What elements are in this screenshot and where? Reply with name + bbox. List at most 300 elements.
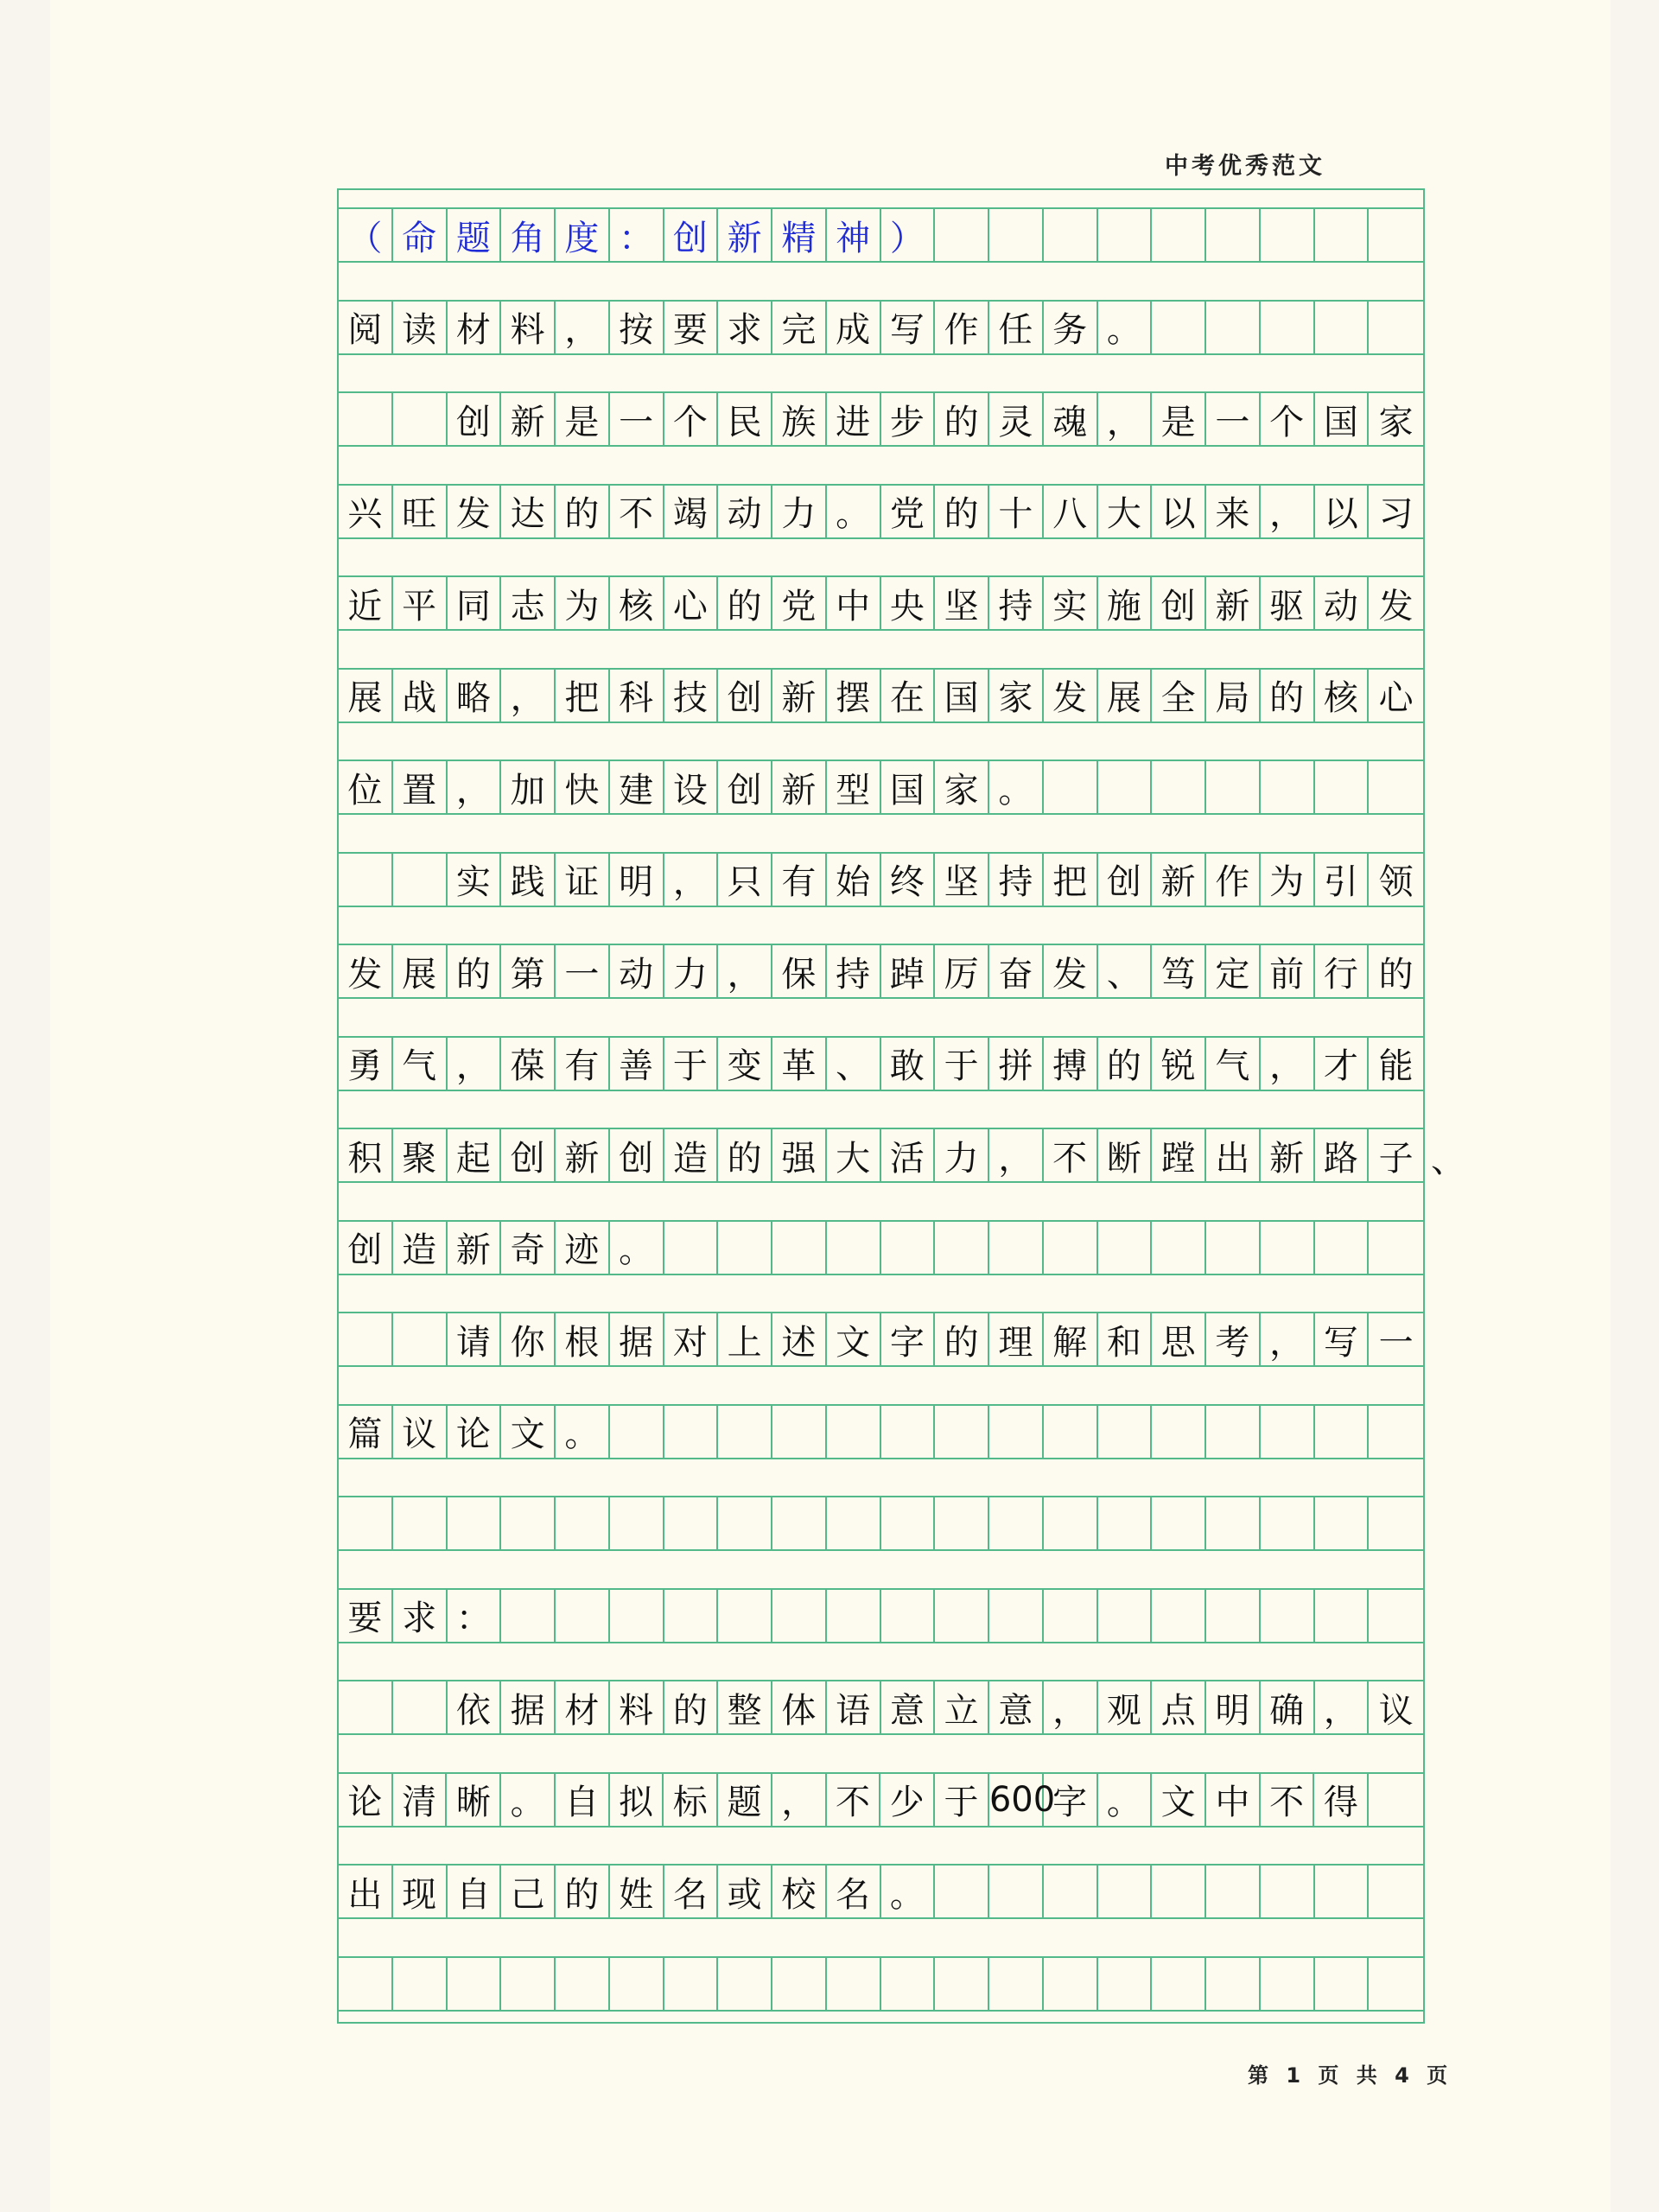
grid-cell <box>935 209 989 261</box>
grid-cell: 发 <box>1378 586 1414 626</box>
grid-cell: 设 <box>664 761 719 813</box>
grid-cell: 文 <box>1152 1774 1206 1826</box>
grid-cell: 力 <box>664 945 719 997</box>
grid-cell: 勇 <box>339 1038 393 1090</box>
grid-cell: 要 <box>664 302 719 353</box>
writing-grid <box>337 188 1425 2024</box>
grid-cell: 的 <box>718 577 772 629</box>
grid-cell <box>827 1406 881 1458</box>
grid-cell <box>1206 209 1261 261</box>
grid-cell <box>1369 1774 1423 1826</box>
overflow-punctuation: 、 <box>1431 1141 1465 1180</box>
grid-cell: 。 <box>610 1222 664 1274</box>
grid-cell: 。 <box>827 486 881 537</box>
grid-cell: 展 <box>393 945 448 997</box>
grid-row <box>339 1036 1423 1091</box>
grid-cell: 名 <box>827 1866 881 1917</box>
grid-row <box>339 484 1423 539</box>
grid-cell: 少 <box>880 1774 935 1826</box>
grid-cell: 清 <box>393 1774 448 1826</box>
grid-cell <box>339 393 393 445</box>
grid-cell: 料 <box>610 1681 664 1733</box>
grid-cell <box>1261 302 1315 353</box>
grid-cell: 作 <box>1206 854 1261 906</box>
grid-cell: 习 <box>1378 494 1414 534</box>
grid-cell: 的 <box>556 1866 610 1917</box>
grid-cell: 兴 <box>339 486 393 537</box>
grid-cell: 的 <box>1261 670 1315 721</box>
grid-cell: 革 <box>772 1038 827 1090</box>
grid-cell: 创 <box>664 209 719 261</box>
grid-cell: 国 <box>935 670 989 721</box>
grid-cell <box>1098 1590 1153 1642</box>
grid-cell <box>827 1590 881 1642</box>
grid-cell: 新 <box>718 209 772 261</box>
grid-cell <box>718 1222 772 1274</box>
grid-cell: 能 <box>1378 1046 1414 1086</box>
grid-cell <box>1044 1866 1098 1917</box>
grid-cell: 心 <box>664 577 719 629</box>
grid-cell: 写 <box>881 302 936 353</box>
grid-cell: 大 <box>827 1129 881 1181</box>
grid-cell <box>1098 1958 1153 2010</box>
grid-cell <box>1315 209 1370 261</box>
grid-cell <box>1261 761 1315 813</box>
grid-cell <box>1152 1866 1206 1917</box>
grid-cell <box>339 1497 393 1549</box>
grid-cell: 八 <box>1044 486 1098 537</box>
grid-cell <box>1098 1222 1153 1274</box>
grid-cell <box>881 1497 936 1549</box>
grid-cell: 奇 <box>501 1222 556 1274</box>
grid-cell: 造 <box>393 1222 448 1274</box>
grid-cell <box>1261 209 1315 261</box>
grid-cell <box>935 1590 989 1642</box>
grid-cell: 新 <box>501 393 556 445</box>
grid-cell: 动 <box>718 486 772 537</box>
grid-cell: 平 <box>393 577 448 629</box>
grid-cell: 家 <box>1378 402 1414 442</box>
grid-cell <box>339 854 393 906</box>
grid-cell <box>718 1958 772 2010</box>
grid-cell: 字 <box>881 1313 936 1365</box>
grid-cell: 于 <box>935 1038 989 1090</box>
grid-cell: 自 <box>556 1774 610 1826</box>
grid-cell: 点 <box>1152 1681 1206 1733</box>
grid-cell: 敢 <box>881 1038 936 1090</box>
grid-cell: 略 <box>448 670 502 721</box>
grid-cell <box>1315 1866 1370 1917</box>
grid-cell: 魂 <box>1044 393 1098 445</box>
grid-cell: 己 <box>501 1866 556 1917</box>
grid-cell: 实 <box>448 854 502 906</box>
grid-cell <box>501 1958 556 2010</box>
grid-cell: 出 <box>1206 1129 1261 1181</box>
grid-cell: 。 <box>556 1406 610 1458</box>
grid-cell: 不 <box>827 1774 881 1826</box>
paper-page <box>50 0 1611 2212</box>
grid-cell <box>1044 1958 1098 2010</box>
grid-cell: 新 <box>448 1222 502 1274</box>
grid-cell <box>1044 1222 1098 1274</box>
grid-cell: 是 <box>1152 393 1206 445</box>
grid-cell: 核 <box>610 577 664 629</box>
grid-cell: 明 <box>610 854 664 906</box>
grid-cell: 明 <box>1206 1681 1261 1733</box>
grid-cell <box>556 1497 610 1549</box>
grid-cell: 族 <box>772 393 827 445</box>
grid-cell: 新 <box>1152 854 1206 906</box>
grid-cell <box>1315 302 1370 353</box>
grid-cell <box>1206 1222 1261 1274</box>
grid-cell <box>772 1590 827 1642</box>
grid-cell <box>1315 761 1370 813</box>
grid-cell <box>1261 1406 1315 1458</box>
grid-cell: 型 <box>827 761 881 813</box>
grid-cell <box>989 1222 1044 1274</box>
grid-cell: 校 <box>772 1866 827 1917</box>
grid-cell <box>448 1958 502 2010</box>
grid-cell <box>1206 1406 1261 1458</box>
grid-cell: 一 <box>1378 1322 1414 1363</box>
grid-cell: 把 <box>1044 854 1098 906</box>
grid-cell: 以 <box>1152 486 1206 537</box>
grid-cell: 创 <box>339 1222 393 1274</box>
grid-cell: 党 <box>772 577 827 629</box>
grid-cell: 厉 <box>935 945 989 997</box>
grid-cell: ， <box>556 302 610 353</box>
grid-cell: 的 <box>935 486 989 537</box>
grid-cell: 路 <box>1315 1129 1370 1181</box>
grid-cell: 核 <box>1315 670 1370 721</box>
grid-cell: 据 <box>610 1313 664 1365</box>
grid-cell: 体 <box>772 1681 827 1733</box>
grid-cell: 建 <box>610 761 664 813</box>
grid-cell <box>664 1222 719 1274</box>
grid-cell: 创 <box>1098 854 1153 906</box>
grid-cell: 新 <box>1261 1129 1315 1181</box>
grid-cell: 践 <box>501 854 556 906</box>
grid-cell: 为 <box>556 577 610 629</box>
grid-cell <box>881 1222 936 1274</box>
grid-cell: 活 <box>881 1129 936 1181</box>
grid-cell: 的 <box>556 486 610 537</box>
grid-cell: ， <box>1261 1313 1315 1365</box>
grid-cell <box>1369 1866 1423 1917</box>
grid-cell: 始 <box>827 854 881 906</box>
grid-cell: 名 <box>664 1866 719 1917</box>
grid-cell <box>1206 302 1261 353</box>
grid-cell: 神 <box>827 209 881 261</box>
grid-cell: 论 <box>339 1774 393 1826</box>
grid-cell <box>1152 1406 1206 1458</box>
grid-cell: 摆 <box>827 670 881 721</box>
grid-cell: 对 <box>664 1313 719 1365</box>
grid-cell: 语 <box>827 1681 881 1733</box>
grid-cell <box>501 1497 556 1549</box>
grid-cell <box>610 1406 664 1458</box>
grid-cell: 家 <box>989 670 1044 721</box>
grid-cell: 确 <box>1261 1681 1315 1733</box>
grid-cell: 理 <box>989 1313 1044 1365</box>
grid-cell <box>881 1590 936 1642</box>
grid-cell: 科 <box>610 670 664 721</box>
grid-cell <box>501 1590 556 1642</box>
grid-cell: 央 <box>881 577 936 629</box>
grid-cell <box>393 1313 448 1365</box>
grid-cell: 阅 <box>339 302 393 353</box>
grid-cell: 近 <box>339 577 393 629</box>
grid-cell: 发 <box>1044 670 1098 721</box>
grid-cell: 立 <box>935 1681 989 1733</box>
grid-cell: 。 <box>881 1866 936 1917</box>
grid-cell: 一 <box>610 393 664 445</box>
grid-cell <box>1044 1406 1098 1458</box>
grid-cell <box>610 1497 664 1549</box>
grid-row <box>339 760 1423 815</box>
grid-cell: 善 <box>610 1038 664 1090</box>
grid-cell: 驱 <box>1261 577 1315 629</box>
grid-cell: 拟 <box>610 1774 664 1826</box>
grid-cell: 搏 <box>1044 1038 1098 1090</box>
grid-cell <box>881 1406 936 1458</box>
grid-cell: 据 <box>501 1681 556 1733</box>
grid-cell: 国 <box>881 761 936 813</box>
grid-cell: 不 <box>1261 1774 1315 1826</box>
grid-cell <box>1369 1958 1423 2010</box>
grid-cell: 竭 <box>664 486 719 537</box>
grid-cell: ， <box>448 1038 502 1090</box>
grid-cell <box>664 1958 719 2010</box>
grid-cell: 施 <box>1098 577 1153 629</box>
grid-cell <box>1152 761 1206 813</box>
grid-cell: 于 <box>664 1038 719 1090</box>
grid-cell: 置 <box>393 761 448 813</box>
grid-cell: 同 <box>448 577 502 629</box>
grid-cell <box>1206 761 1261 813</box>
grid-cell: ， <box>718 945 772 997</box>
grid-cell <box>718 1497 772 1549</box>
grid-row <box>339 1588 1423 1643</box>
grid-row <box>339 575 1423 631</box>
grid-cell <box>1098 1497 1153 1549</box>
grid-cell: 述 <box>772 1313 827 1365</box>
grid-cell: 坚 <box>935 577 989 629</box>
grid-cell <box>1098 209 1153 261</box>
grid-cell: 度 <box>556 209 610 261</box>
grid-cell <box>1044 209 1098 261</box>
grid-cell: 把 <box>556 670 610 721</box>
grid-cell: 位 <box>339 761 393 813</box>
grid-cell <box>827 1222 881 1274</box>
grid-cell <box>989 209 1044 261</box>
grid-cell <box>556 1590 610 1642</box>
grid-cell: 有 <box>772 854 827 906</box>
grid-row <box>339 1404 1423 1459</box>
grid-cell: 议 <box>1378 1690 1414 1731</box>
grid-cell: 按 <box>610 302 664 353</box>
grid-cell: 中 <box>1206 1774 1261 1826</box>
grid-cell <box>1369 302 1423 353</box>
grid-cell: 只 <box>718 854 772 906</box>
grid-cell <box>935 1222 989 1274</box>
grid-cell: 子 <box>1378 1138 1414 1179</box>
grid-cell <box>1369 1590 1423 1642</box>
grid-cell <box>393 393 448 445</box>
grid-row <box>339 391 1423 447</box>
grid-cell <box>1152 1497 1206 1549</box>
grid-cell <box>881 1958 936 2010</box>
grid-cell: 的 <box>1378 954 1414 995</box>
grid-cell: 创 <box>610 1129 664 1181</box>
grid-cell: 气 <box>393 1038 448 1090</box>
grid-cell <box>772 1222 827 1274</box>
grid-cell: 字 <box>1044 1774 1098 1826</box>
grid-cell: 文 <box>827 1313 881 1365</box>
grid-cell: 动 <box>610 945 664 997</box>
grid-cell: 一 <box>556 945 610 997</box>
grid-cell: 或 <box>718 1866 772 1917</box>
grid-cell: 求 <box>718 302 772 353</box>
grid-cell <box>664 1406 719 1458</box>
grid-cell <box>989 1590 1044 1642</box>
grid-cell: 新 <box>1206 577 1261 629</box>
grid-cell <box>1261 1497 1315 1549</box>
grid-cell: 要 <box>339 1590 393 1642</box>
grid-cell <box>1152 1958 1206 2010</box>
grid-cell: ， <box>1044 1681 1098 1733</box>
grid-cell <box>1315 1958 1370 2010</box>
grid-cell: ， <box>448 761 502 813</box>
grid-cell: 力 <box>935 1129 989 1181</box>
grid-cell <box>1152 1222 1206 1274</box>
grid-cell: 民 <box>718 393 772 445</box>
grid-cell: 大 <box>1098 486 1153 537</box>
grid-cell <box>827 1958 881 2010</box>
grid-cell: 上 <box>718 1313 772 1365</box>
grid-cell <box>1098 1866 1153 1917</box>
grid-cell: 党 <box>881 486 936 537</box>
grid-cell <box>1261 1866 1315 1917</box>
grid-cell: ， <box>989 1129 1044 1181</box>
grid-cell: 加 <box>501 761 556 813</box>
grid-row <box>339 1680 1423 1735</box>
grid-cell <box>610 1590 664 1642</box>
grid-cell: 题 <box>718 1774 772 1826</box>
grid-cell: 心 <box>1378 678 1414 718</box>
grid-cell: 中 <box>827 577 881 629</box>
grid-cell: 发 <box>339 945 393 997</box>
grid-cell: 家 <box>935 761 989 813</box>
grid-cell: 。 <box>1098 302 1153 353</box>
grid-cell: 迹 <box>556 1222 610 1274</box>
grid-cell: 现 <box>393 1866 448 1917</box>
grid-cell: 在 <box>881 670 936 721</box>
grid-cell: 。 <box>989 761 1044 813</box>
grid-cell <box>1098 1406 1153 1458</box>
grid-cell: 命 <box>393 209 448 261</box>
grid-cell: 的 <box>1098 1038 1153 1090</box>
grid-cell <box>1152 302 1206 353</box>
grid-cell <box>1261 1958 1315 2010</box>
grid-cell: 才 <box>1315 1038 1370 1090</box>
grid-cell: ， <box>664 854 719 906</box>
grid-cell: 的 <box>935 393 989 445</box>
grid-cell: 根 <box>556 1313 610 1365</box>
grid-cell: 持 <box>827 945 881 997</box>
grid-cell: 、 <box>1098 945 1153 997</box>
grid-cell <box>339 1681 393 1733</box>
grid-cell <box>772 1497 827 1549</box>
grid-cell: 求 <box>393 1590 448 1642</box>
grid-cell: 请 <box>448 1313 502 1365</box>
grid-cell <box>1206 1866 1261 1917</box>
grid-cell: 造 <box>664 1129 719 1181</box>
grid-cell: 行 <box>1315 945 1370 997</box>
grid-row <box>339 1772 1423 1827</box>
grid-cell: 料 <box>501 302 556 353</box>
grid-cell: 国 <box>1315 393 1370 445</box>
grid-cell <box>393 1958 448 2010</box>
grid-cell: 奋 <box>989 945 1044 997</box>
grid-cell <box>772 1958 827 2010</box>
page-number: 第 1 页 共 4 页 <box>1248 2063 1453 2088</box>
grid-cell: 坚 <box>935 854 989 906</box>
grid-cell: 解 <box>1044 1313 1098 1365</box>
grid-cell <box>1369 761 1423 813</box>
grid-cell: 依 <box>448 1681 502 1733</box>
grid-cell <box>772 1406 827 1458</box>
grid-cell: 发 <box>448 486 502 537</box>
grid-cell: 姓 <box>610 1866 664 1917</box>
grid-cell <box>1315 1222 1370 1274</box>
grid-cell: 的 <box>718 1129 772 1181</box>
grid-cell: 写 <box>1315 1313 1370 1365</box>
grid-row <box>339 944 1423 999</box>
grid-cell: 前 <box>1261 945 1315 997</box>
grid-cell: 考 <box>1206 1313 1261 1365</box>
grid-cell: 以 <box>1315 486 1370 537</box>
grid-cell: 于 <box>935 1774 989 1826</box>
grid-cell: 蹚 <box>1152 1129 1206 1181</box>
grid-cell: 快 <box>556 761 610 813</box>
grid-cell: 笃 <box>1152 945 1206 997</box>
grid-cell: 和 <box>1098 1313 1153 1365</box>
grid-cell: ： <box>610 209 664 261</box>
grid-cell <box>1369 1497 1423 1549</box>
grid-cell: 聚 <box>393 1129 448 1181</box>
grid-cell: 创 <box>718 761 772 813</box>
grid-cell <box>718 1590 772 1642</box>
grid-cell: 的 <box>935 1313 989 1365</box>
grid-cell: 达 <box>501 486 556 537</box>
grid-cell: 积 <box>339 1129 393 1181</box>
grid-cell: 战 <box>393 670 448 721</box>
grid-cell: 角 <box>501 209 556 261</box>
grid-cell <box>989 1497 1044 1549</box>
grid-cell: 第 <box>501 945 556 997</box>
grid-cell: 不 <box>1044 1129 1098 1181</box>
grid-cell: 标 <box>664 1774 718 1826</box>
grid-cell: 你 <box>501 1313 556 1365</box>
grid-cell: 旺 <box>393 486 448 537</box>
grid-cell: 证 <box>556 854 610 906</box>
grid-row <box>339 1312 1423 1367</box>
grid-cell: 是 <box>556 393 610 445</box>
grid-cell: 力 <box>772 486 827 537</box>
grid-cell <box>339 1958 393 2010</box>
grid-cell: 动 <box>1315 577 1370 629</box>
